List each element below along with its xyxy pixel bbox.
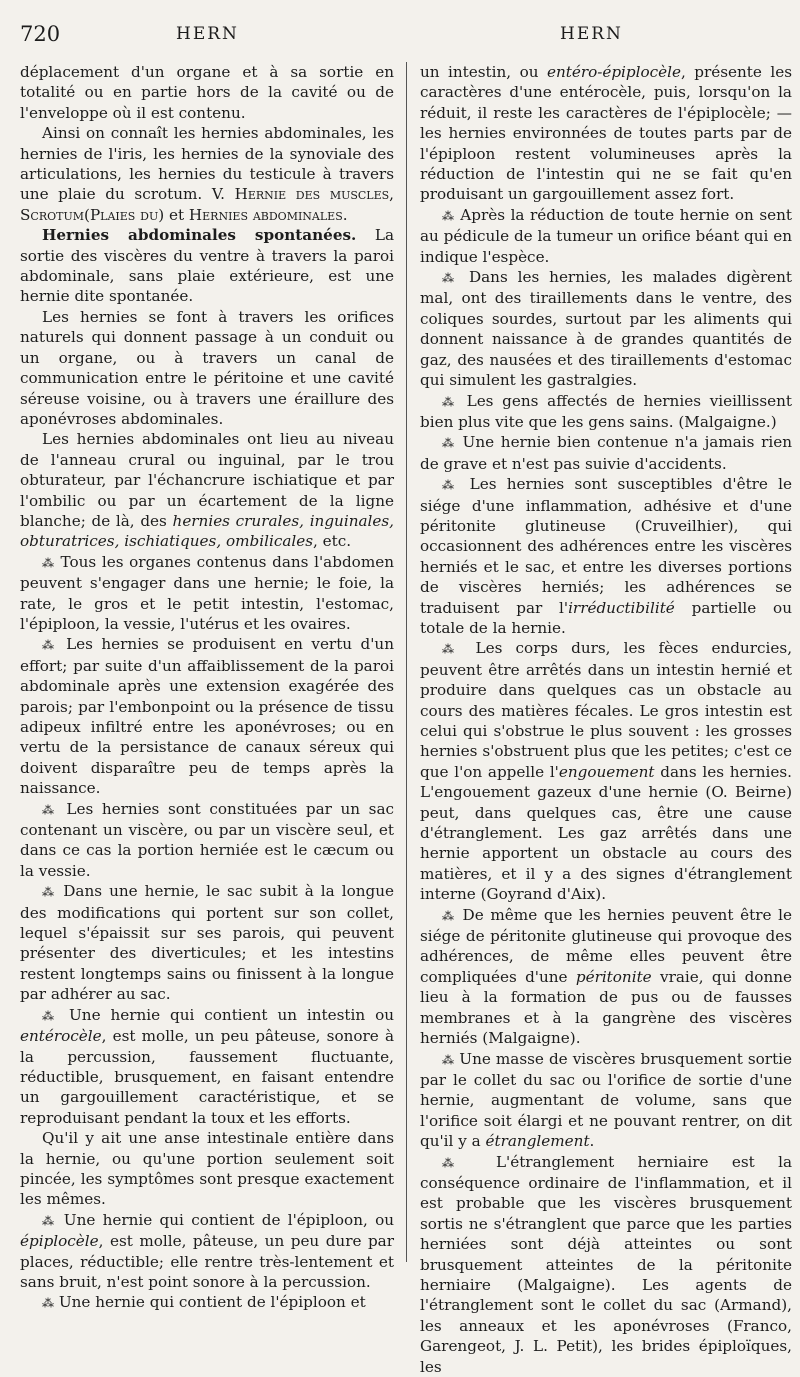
paragraph: ⁂ Tous les organes contenus dans l'abdomen peuvent s'engager dans une hernie; le foie, la rate, le gros et le petit intestin, l'estomac, l'épiploon, la vessie, l'utérus et les ovaires. xyxy=(20,552,394,633)
right-column xyxy=(420,62,792,1377)
cross-reference: Hernies abdominales xyxy=(188,205,343,224)
asterism-icon: ⁂ xyxy=(42,1213,57,1228)
cross-reference: Plaies du xyxy=(89,205,159,224)
asterism-icon: ⁂ xyxy=(442,642,463,657)
column-divider xyxy=(406,62,407,1262)
cross-reference: Scrotum xyxy=(20,205,84,224)
paragraph: un intestin, ou entéro-épiplocèle, présente les caractères d'une entérocèle, puis, lorsqu'on la réduit, il reste les caractères de l'épiplocèle; —les hernies environnées de toutes parts par de l'épiploon restent volumineuses après la réduction de l'intestin qui ne se fait qu'en produisant un gargouillement assez fort. xyxy=(420,63,792,204)
paragraph: ⁂ Après la réduction de toute hernie on sent au pédicule de la tumeur un orifice béant qui en indique l'espèce. xyxy=(420,205,793,266)
paragraph: ⁂ Dans les hernies, les malades digèrent mal, ont des tiraillements dans le ventre, des coliques sourdes, surtout par les aliments qui donnent naissance à de grandes quantités de gaz, des nausées et des tiraillements d'estomac qui simulent les gastralgies. xyxy=(420,268,793,390)
asterism-icon: ⁂ xyxy=(442,271,460,286)
paragraph: déplacement d'un organe et à sa sortie en totalité ou en partie hors de la cavité ou de l'enveloppe où il est contenu. xyxy=(20,63,394,122)
asterism-icon: ⁂ xyxy=(42,885,57,900)
paragraph: ⁂ Une hernie bien contenue n'a jamais rien de grave et n'est pas suivie d'accidents. xyxy=(420,433,793,473)
section-heading: Hernies abdominales spontanées. xyxy=(42,226,357,245)
paragraph: Qu'il y ait une anse intestinale entière dans la hernie, ou qu'une portion seulement soit pincée, les symptômes sont presque exactement les mêmes. xyxy=(20,1129,394,1209)
paragraph: ⁂ Dans une hernie, le sac subit à la longue des modifications qui portent sur son collet, lequel s'épaissit sur ses parois, qui peuvent présenter des diverticules; et les intestins restent longtemps sains ou finissent à la longue par adhérer au sac. xyxy=(20,882,394,1004)
paragraph: ⁂ Une hernie qui contient de l'épiploon et xyxy=(42,1293,366,1312)
paragraph: ⁂ Les hernies se produisent en vertu d'un effort; par suite d'un affaiblissement de la paroi abdominale après une extension exagérée des parois; par l'embonpoint ou la présence de tissu adipeux infiltré entre les aponévroses; ou en vertu de la persistance de canaux séreux qui doivent disparaître peu de temps après la naissance. xyxy=(20,635,394,798)
paragraph: ⁂ Les hernies sont constituées par un sac contenant un viscère, ou par un viscère seul, et dans ce cas la portion herniée est le cæcum ou la vessie. xyxy=(20,799,395,880)
paragraph: ⁂ L'étranglement herniaire est la conséquence ordinaire de l'inflammation, et il est probable que les viscères brusquement sortis ne s'étranglent que parce que les parties herniées sont déjà atteintes ou sont brusquement atteintes de la péritonite herniaire (Malgaigne). Les agents de l'étranglement sont le collet du sac (Armand), les anneaux et les aponévroses (Franco, Garengeot, J. L. Petit), les brides épiploïques, les xyxy=(420,1152,793,1376)
asterism-icon: ⁂ xyxy=(442,1155,473,1170)
paragraph: ⁂ De même que les hernies peuvent être le siége de péritonite glutineuse qui provoque des adhérences, de même elles peuvent être compliquées d'une péritonite vraie, qui donne lieu à la formation de pus ou de fausses membranes et à la gangrène des viscères herniés (Malgaigne). xyxy=(420,905,792,1048)
paragraph: Les hernies abdominales ont lieu au niveau de l'anneau crural ou inguinal, par le trou obturateur, par l'échancrure ischiatique et par l'ombilic ou par un écartement de la ligne blanche; de là, des hernies crurales, inguinales, obturatrices, ischiatiques, ombilicales, etc. xyxy=(20,430,394,551)
paragraph: Ainsi on connaît les hernies abdominales, les hernies de l'iris, les hernies de la synoviale des articulations, les hernies du testicule à travers une plaie du scrotum. V. Hernie des muscles, Scrotum(Plaies du) et Hernies abdominales. xyxy=(20,124,394,224)
paragraph: ⁂ Une hernie qui contient un intestin ou entérocèle, est molle, un peu pâteuse, sonore à la percussion, faussement fluctuante, réductible, brusquement, en faisant entendre un gargouillement caractéristique, et se reproduisant pendant la toux et les efforts. xyxy=(20,1005,394,1127)
asterism-icon: ⁂ xyxy=(442,478,460,493)
paragraph: Les hernies se font à travers les orifices naturels qui donnent passage à un conduit ou un organe, ou à travers un canal de communication entre le péritoine et une cavité séreuse voisine, ou à travers une éraillure des aponévroses abdominales. xyxy=(20,307,394,428)
paragraph: ⁂ Les hernies sont susceptibles d'être le siége d'une inflammation, adhésive et d'une péritonite glutineuse (Cruveilhier), qui occasionnent des adhérences entre les viscères herniés et le sac, et entre les diverses portions de viscères herniés; les adhérences se traduisent par l'irréductibilité partielle ou totale de la hernie. xyxy=(420,475,793,637)
paragraph: Hernies abdominales spontanées. La sortie des viscères du ventre à travers la paroi abdominale, sans plaie extérieure, est une hernie dite spontanée. xyxy=(20,226,394,306)
running-head-left: HERN xyxy=(176,24,239,44)
paragraph: ⁂ Les corps durs, les fèces endurcies, peuvent être arrêtés dans un intestin hernié et produire dans quelques cas un obstacle au cours des matières fécales. Le gros intestin est celui qui s'obstrue le plus souvent : les grosses hernies s'obstruent plus que les petites; c'est ce que l'on appelle l'engouement dans les hernies. L'engouement gazeux d'une hernie (O. Beirne) peut, dans quelques cas, être une cause d'étranglement. Les gaz arrêtés dans une hernie apportent un obstacle au cours des matières, et il y a des signes d'étranglement interne (Goyrand d'Aix). xyxy=(420,639,793,904)
asterism-icon: ⁂ xyxy=(442,908,456,923)
asterism-icon: ⁂ xyxy=(42,1008,60,1023)
asterism-icon: ⁂ xyxy=(442,394,458,409)
asterism-icon: ⁂ xyxy=(42,1296,54,1311)
asterism-icon: ⁂ xyxy=(442,1052,455,1067)
page-header xyxy=(0,22,800,52)
page-number: 720 xyxy=(20,22,61,46)
left-column xyxy=(20,62,394,1314)
asterism-icon: ⁂ xyxy=(42,555,55,570)
running-head-right: HERN xyxy=(560,24,623,44)
paragraph: ⁂ Les gens affectés de hernies vieillissent bien plus vite que les gens sains. (Malgaigne.) xyxy=(420,391,793,431)
asterism-icon: ⁂ xyxy=(42,638,58,653)
paragraph: ⁂ Une hernie qui contient de l'épiploon, ou épiplocèle, est molle, pâteuse, un peu dure par places, réductible; elle rentre très-lentement et sans bruit, n'est point sonore à la percussion. xyxy=(20,1210,395,1291)
asterism-icon: ⁂ xyxy=(442,208,455,223)
cross-reference: Hernie des muscles xyxy=(234,185,390,204)
asterism-icon: ⁂ xyxy=(42,802,58,817)
asterism-icon: ⁂ xyxy=(442,436,456,451)
paragraph: ⁂ Une masse de viscères brusquement sortie par le collet du sac ou l'orifice de sortie d'une hernie, augmentant de volume, sans que l'orifice soit élargi et ne pouvant rentrer, on dit qu'il y a étranglement. xyxy=(420,1049,793,1151)
